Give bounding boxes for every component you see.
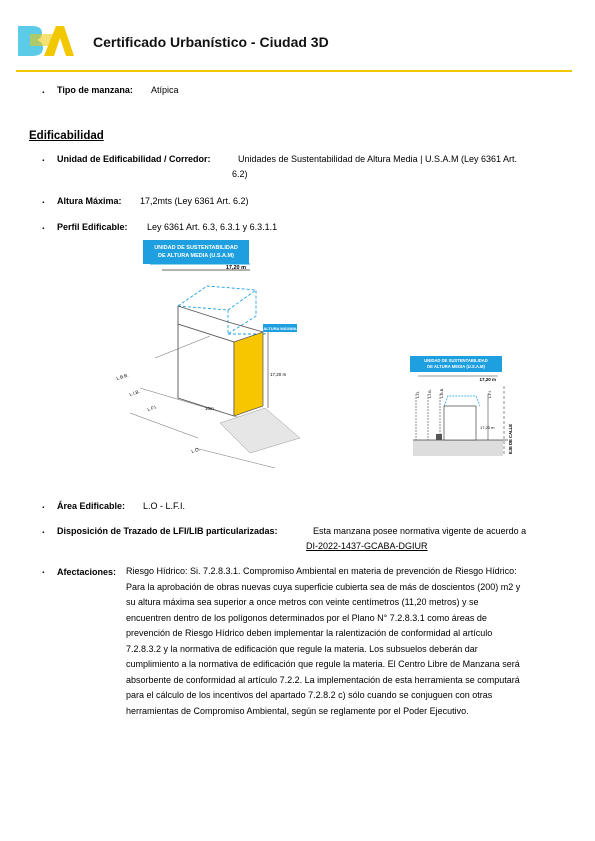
bullet: . [42,525,45,536]
right-height-label: 17,20 m [479,377,496,382]
ba-logo [16,24,74,58]
unidad-value-line2: 6.2) [232,169,248,179]
section-profile-diagram [408,354,520,464]
afectaciones-line: cumplimiento a la normativa de edificación que regule la materia. El Centro Libre de Manzana será [126,659,520,669]
unidad-label: Unidad de Edificabilidad / Corredor: [57,154,211,164]
building-section [444,406,476,440]
r-line-lo: L.O. [416,390,420,398]
edificable-3d-diagram [100,238,330,468]
afectaciones-line: 7.2.8.3.2 y la normativa de edificación que regule la materia. Los subsuelos deberán dar [126,643,478,654]
afectaciones-line: para el cálculo de los incentivos del apartado 7.2.8.2 c) sólo cuando se conjuguen con otras [126,690,493,700]
usam-label-box [143,240,249,264]
building-side-yellow [234,332,263,416]
disposicion-label: Disposición de Trazado de LFI/LIB particularizadas: [57,526,278,536]
logo-text: BA [16,24,18,25]
r-line-lfi: L.F.I. [488,389,492,398]
altura-maxima-tag-label: ALTURA MÁXIMA [263,326,297,331]
line-label-lbb: L.B.B. [115,372,129,381]
afectaciones-text [126,564,586,719]
section-title-edificabilidad: Edificabilidad [29,130,104,142]
side-height-label: 17,20 m [270,372,287,377]
bullet: . [42,565,45,576]
usam-box-line2: DE ALTURA MEDIA (U.S.A.M) [158,253,234,259]
afectaciones-line: herramientas de Compromiso Ambiental, según se reglamente por el Poder Ejecutivo. [126,705,469,716]
bullet: . [42,500,45,511]
usam-right-line2: DE ALTURA MEDIA (U.S.A.M) [427,364,485,369]
right-side-height-label: 17,20 m [480,425,495,430]
area-value: L.O - L.F.I. [143,501,186,511]
bullet: . [42,153,45,164]
unidad-value-line1: Unidades de Sustentabilidad de Altura Media | U.S.A.M (Ley 6361 Art. [238,154,517,164]
bullet: . [42,85,45,96]
afectaciones-line: Para la aprobación de obras nuevas cuya superficie cubierta sea de más de doscientos (200) m2 y [126,581,521,592]
building-front-face [178,306,234,416]
afectaciones-label: Afectaciones: [57,567,117,577]
page-title: Certificado Urbanístico - Ciudad 3D [93,34,329,50]
usam-right-line1: UNIDAD DE SUSTENTABILIDAD [424,358,488,363]
header-divider [16,70,572,72]
r-line-lib: L.I.B. [428,389,432,398]
disposicion-link[interactable]: DI-2022-1437-GCABA-DGIUR [306,541,428,551]
area-label: Área Edificable: [57,501,126,511]
line-label-lfi: L.F.I. [146,404,158,412]
disposicion-value-line1: Esta manzana posee normativa vigente de acuerdo a [313,526,527,536]
bullet: . [42,195,45,206]
altura-value: 17,2mts (Ley 6361 Art. 6.2) [140,196,249,206]
perfil-value: Ley 6361 Art. 6.3, 6.3.1 y 6.3.1.1 [147,222,278,232]
perfil-label: Perfil Edificable: [57,222,128,232]
afectaciones-line: prevención de Riesgo Hídrico deben implementar la ralentización de conformidad al artículo [126,628,493,638]
bullet: . [42,221,45,232]
depth-label: 10m [205,406,214,411]
line-label-lo: L.O. [190,446,201,454]
afectaciones-line: absorbente de conformidad al artículo 7.2.2. La implementación de esta herramienta se computará [126,674,520,685]
usam-box-line1: UNIDAD DE SUSTENTABILIDAD [154,245,238,251]
r-line-lbb: L.B.B. [440,387,444,398]
tipo-manzana-label: Tipo de manzana: [57,85,133,95]
afectaciones-line: encuentren dentro de los polígonos determinados por el Plano N° 7.2.8.3.1 como áreas de [126,612,487,623]
line-label-lib: L.I.B. [128,388,141,397]
afectaciones-line: Riesgo Hídrico: Si. 7.2.8.3.1. Compromiso Ambiental en materia de prevención de Riesgo Hídrico: [126,566,517,576]
afectaciones-line: su altura máxima sea superior a once metros con veinte centímetros (11,20 metros) y se [126,597,479,607]
eje-de-calle-label: EJE DE CALLE [508,423,513,454]
left-height-label: 17,20 m [225,265,246,271]
altura-label: Altura Máxima: [57,196,122,206]
tipo-manzana-value: Atípica [151,85,179,95]
